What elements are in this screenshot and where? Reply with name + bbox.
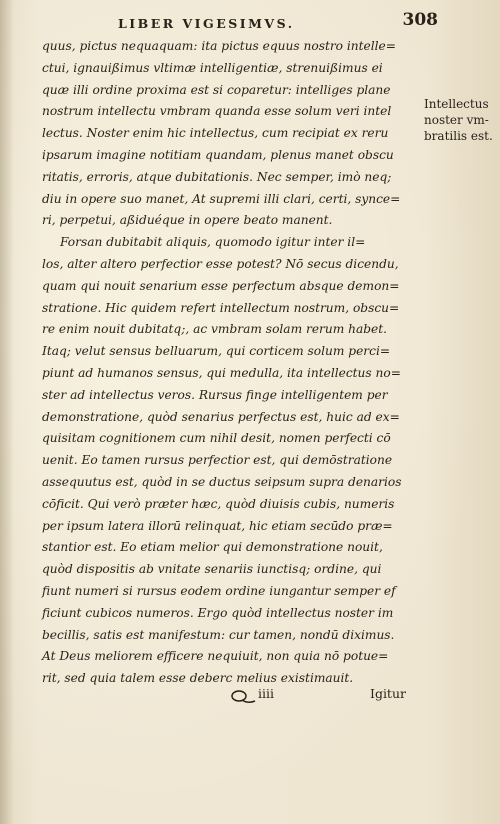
marginal-note [424, 96, 500, 144]
signature-mark: iiii [258, 686, 274, 701]
marginal-note-line: Intellectus [424, 97, 489, 111]
marginal-note-line: noster vm- [424, 113, 489, 127]
catchword: Igitur [370, 686, 406, 701]
text-line: Forsan dubitabit aliquis, quomodo igitur inter il= [60, 235, 366, 250]
text-line: Itaq; velut sensus belluarum, qui corticem solum perci= [42, 344, 391, 359]
text-line: nostrum intellectu vmbram quanda esse solum veri intel [42, 104, 392, 119]
text-line: diu in opere suo manet, At supremi illi clari, certi, synce= [42, 191, 401, 206]
text-line: demonstratione, quòd senarius perfectus est, huic ad ex= [42, 409, 400, 424]
running-title: LIBER VIGESIMVS. [118, 16, 295, 31]
text-line: stantior est. Eo etiam melior qui demonstratione nouit, [42, 540, 383, 555]
gutter-shadow [0, 0, 14, 824]
text-line: rit, sed quia talem esse deberc melius existimauit. [42, 671, 354, 686]
signature-q-glyph [230, 690, 256, 704]
text-line: quam qui nouit senarium esse perfectum absque demon= [42, 278, 400, 293]
text-line: stratione. Hic quidem refert intellectum nostrum, obscu= [42, 300, 400, 315]
page-footer [230, 686, 470, 706]
text-line: assequutus est, quòd in se ductus seipsum supra denarios [42, 474, 402, 489]
text-line: per ipsum latera illorū relinquat, hic etiam secūdo præ= [42, 518, 393, 533]
text-line: quus, pictus nequaquam: ita pictus equus nostro intelle= [42, 39, 396, 53]
text-line: re enim nouit dubitatq;, ac vmbram solam rerum habet. [42, 322, 388, 337]
text-line: ipsarum imagine notitiam quandam, plenus manet obscu [42, 147, 394, 162]
text-line: ri, perpetui, aßiduéque in opere beato manent. [42, 213, 333, 228]
folio-number: 308 [402, 10, 438, 30]
text-line: fiunt numeri si rursus eodem ordine iungantur semper ef [42, 583, 396, 598]
text-line: quisitam cognitionem cum nihil desit, nomen perfecti cō [42, 431, 391, 446]
page-header [118, 8, 438, 34]
text-line: ster ad intellectus veros. Rursus finge intelligentem per [42, 387, 388, 402]
text-line: uenit. Eo tamen rursus perfectior est, qui demōstratione [42, 453, 393, 468]
text-line: lectus. Noster enim hic intellectus, cum recipiat ex reru [42, 126, 389, 141]
text-line: ficiunt cubicos numeros. Ergo quòd intellectus noster im [42, 605, 394, 620]
text-line: At Deus meliorem efficere nequiuit, non quia nō potue= [42, 649, 389, 664]
text-line: becillis, satis est manifestum: cur tamen, nondū diximus. [42, 627, 395, 642]
text-line: los, alter altero perfectior esse potest? Nō secus dicendu, [42, 256, 399, 271]
body-text [42, 36, 420, 690]
text-line: cōficit. Qui verò præter hæc, quòd diuisis cubis, numeris [42, 496, 395, 511]
text-line: piunt ad humanos sensus, qui medulla, ita intellectus no= [42, 365, 401, 380]
text-line: ritatis, erroris, atque dubitationis. Nec semper, imò neq; [42, 169, 392, 184]
text-line: quòd dispositis ab vnitate senariis iunctisq; ordine, qui [42, 562, 382, 577]
marginal-note-line: bratilis est. [424, 129, 493, 143]
text-line: quæ illi ordine proxima est si coparetur: intelliges plane [42, 82, 391, 97]
text-line: ctui, ignauißimus vltimæ intelligentiæ, strenuißimus ei [42, 60, 383, 75]
